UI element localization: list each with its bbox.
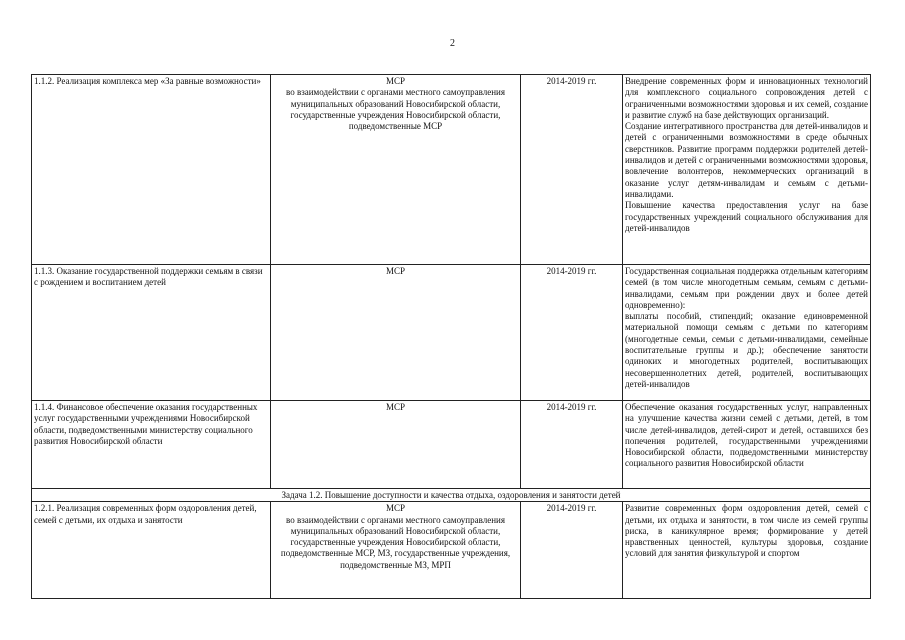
table-row — [32, 401, 871, 489]
period-cell: 2014-2019 гг. — [521, 75, 623, 265]
text-line: МСР — [385, 266, 405, 276]
executor-cell — [271, 265, 521, 401]
measure-name-cell: 1.2.1. Реализация современных форм оздоровления детей, семей с детьми, их отдыха и занятости — [32, 502, 271, 599]
text-line: МСР — [385, 503, 405, 514]
result-paragraph: Развитие современных форм оздоровления детей, семей с детьми, их отдыха и занятости, в том числе из семей группы риска, в каникулярное время; формирование у детей нравственных ценностей, культуры здоровья, создание условий для занятия физкультурой и спортом — [625, 503, 868, 559]
page-number: 2 — [450, 38, 455, 49]
text-line: МСР — [385, 76, 405, 86]
result-paragraph: Государственная социальная поддержка отдельным категориям семей (в том числе многодетным семьям, семьям с детьми-инвалидами, семьям при рождении двух и более детей одновременно): — [625, 266, 868, 310]
period-cell: 2014-2019 гг. — [521, 401, 623, 489]
task-heading: Задача 1.2. Повышение доступности и качества отдыха, оздоровления и занятости детей — [32, 489, 871, 502]
result-cell — [623, 265, 871, 401]
executor-cell — [271, 75, 521, 265]
measure-name-cell: 1.1.2. Реализация комплекса мер «За равные возможности» — [32, 75, 271, 265]
text-line: во взаимодействии с органами местного самоуправления муниципальных образований Новосибирской области, государственные учреждения Новосибирской области, подведомственные МСР — [286, 87, 505, 132]
result-cell — [623, 502, 871, 599]
result-paragraph: Повышение качества предоставления услуг на базе государственных учреждений социального обслуживания для детей-инвалидов — [625, 200, 868, 233]
result-cell — [623, 75, 871, 265]
executor-line — [273, 402, 518, 413]
result-paragraph: Внедрение современных форм и инновационных технологий для комплексного социального сопровождения детей с ограниченными возможностями здоровья и их семей, создание и развитие служб на базе действующих организаций. — [625, 76, 868, 120]
executor-line — [273, 503, 518, 571]
executor-line — [273, 76, 518, 132]
table-row — [32, 75, 871, 265]
table-row — [32, 265, 871, 401]
result-cell — [623, 401, 871, 489]
result-paragraph: выплаты пособий, стипендий; оказание единовременной материальной помощи семьям с детьми по категориям (многодетные семьи, семьи с детьми-инвалидами, семейные воспитательные группы и др.); обеспечение занятости одиноких и многодетных родителей, воспитывающих несовершеннолетних детей, родителей, воспитывающих детей-инвалидов — [625, 311, 868, 389]
measures-table — [31, 74, 871, 599]
executor-cell — [271, 502, 521, 599]
result-paragraph: Обеспечение оказания государственных услуг, направленных на улучшение качества жизни семей с детьми, детей, в том числе детей-инвалидов, детей-сирот и детей, оставшихся без попечения родителей, государственными учреждениями Новосибирской области, подведомственными министерству социального развития Новосибирской области — [625, 402, 868, 469]
result-paragraph: Создание интегративного пространства для детей-инвалидов и детей с ограниченными возможностями в среде обычных сверстников. Развитие программ поддержки родителей детей-инвалидов и детей с ограниченными возможностями здоровья, вовлечение волонтеров, некоммерческих организаций в оказание услуг детям-инвалидам и семьям с детьми-инвалидами. — [625, 121, 868, 199]
executor-cell — [271, 401, 521, 489]
period-cell: 2014-2019 гг. — [521, 265, 623, 401]
measure-name-cell: 1.1.4. Финансовое обеспечение оказания государственных услуг государственными учреждениями Новосибирской области, подведомственными министерству социального развития Новосибирской области — [32, 401, 271, 489]
task-heading-row — [32, 489, 871, 502]
executor-line — [273, 266, 518, 277]
period-cell: 2014-2019 гг. — [521, 502, 623, 599]
text-line: МСР — [385, 402, 405, 412]
table-row — [32, 502, 871, 599]
text-line: во взаимодействии с органами местного самоуправления муниципальных образований Новосибирской области, государственные учреждения Новосибирской области, подведомственные МСР, МЗ, государственные учреждения, подведомственные МЗ, МРП — [280, 514, 511, 570]
measure-name-cell: 1.1.3. Оказание государственной поддержки семьям в связи с рождением и воспитанием детей — [32, 265, 271, 401]
